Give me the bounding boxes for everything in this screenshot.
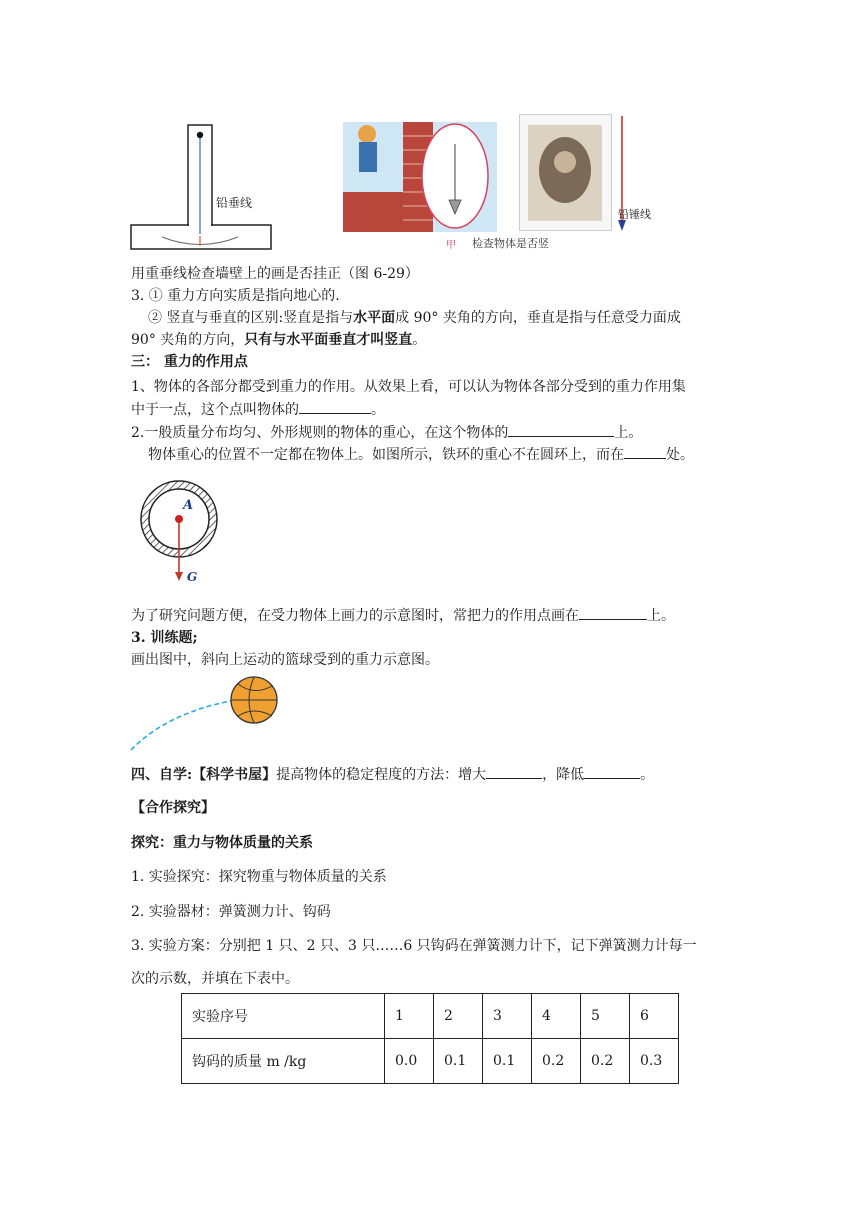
blank-increase[interactable] — [486, 764, 542, 779]
portrait-plumb-figure — [519, 114, 631, 232]
blank-point-of-action[interactable] — [579, 605, 647, 620]
table-cell[interactable]: 0.2 — [581, 1039, 630, 1084]
table-cell: 5 — [581, 994, 630, 1039]
table-cell[interactable]: 0.2 — [532, 1039, 581, 1084]
explore-title: 探究：重力与物体质量的关系 — [131, 835, 313, 851]
table-cell[interactable]: 0.1 — [434, 1039, 483, 1084]
item-3-2: ② 竖直与垂直的区别:竖直是指与水平面成 90° 夹角的方向，垂直是指与任意受力面成 — [148, 310, 681, 326]
blank-decrease[interactable] — [584, 764, 640, 779]
table-row — [182, 994, 679, 1039]
table-cell: 1 — [385, 994, 434, 1039]
wall-caption: 检查物体是否竖 — [472, 237, 549, 250]
blank-center-of-gravity[interactable] — [299, 399, 371, 414]
table-row — [182, 1039, 679, 1084]
section-3-title: 三： 重力的作用点 — [131, 354, 248, 370]
item-3-2-cont: 90° 夹角的方向，只有与水平面垂直才叫竖直。 — [131, 332, 427, 348]
coop-title: 【合作探究】 — [131, 800, 215, 816]
table-cell: 钩码的质量 m /kg — [182, 1039, 385, 1084]
training-text: 画出图中，斜向上运动的篮球受到的重力示意图。 — [131, 652, 439, 668]
paragraph-4: 为了研究问题方便，在受力物体上画力的示意图时，常把力的作用点画在 上。 — [131, 605, 675, 626]
experiment-3b: 次的示数，并填在下表中。 — [131, 971, 299, 987]
experiment-2: 2. 实验器材：弹簧测力计、钩码 — [131, 904, 331, 920]
ring-label-g: G — [187, 570, 198, 584]
table-cell: 实验序号 — [182, 994, 385, 1039]
wall-caption-jia: 甲 — [446, 240, 456, 251]
plumb-label-2: 铅锤线 — [618, 208, 651, 221]
ring-label-a: A — [183, 498, 194, 513]
table-cell[interactable]: 0.1 — [483, 1039, 532, 1084]
blank-ring-center[interactable] — [624, 444, 666, 459]
paragraph-3: 物体重心的位置不一定都在物体上。如图所示，铁环的重心不在圆环上，而在 处。 — [148, 444, 694, 465]
table-cell: 2 — [434, 994, 483, 1039]
experiment-3a: 3. 实验方案：分别把 1 只、2 只、3 只……6 只钩码在弹簧测力计下，记下弹簧测力计每一 — [131, 938, 697, 954]
paragraph-1a: 1、物体的各部分都受到重力的作用。从效果上看，可以认为物体各部分受到的重力作用集 — [131, 379, 686, 395]
paragraph-2: 2.一般质量分布均匀、外形规则的物体的重心，在这个物体的 上。 — [131, 422, 642, 443]
plumb-line-diagram — [130, 124, 272, 252]
blank-geometric-center[interactable] — [508, 422, 614, 437]
section-4: 四、自学:【科学书屋】提高物体的稳定程度的方法：增大 ，降低 。 — [131, 764, 654, 785]
paragraph-1b: 中于一点，这个点叫物体的 。 — [131, 399, 385, 420]
table-cell[interactable]: 0.3 — [630, 1039, 679, 1084]
experiment-1: 1. 实验探究：探究物重与物体质量的关系 — [131, 869, 387, 885]
item-3-1: 3. ① 重力方向实质是指向地心的. — [131, 288, 340, 304]
data-table — [181, 993, 679, 1084]
training-title: 3. 训练题; — [131, 630, 198, 646]
table-cell[interactable]: 0.0 — [385, 1039, 434, 1084]
caption-line: 用重垂线检查墙壁上的画是否挂正（图 6-29） — [131, 266, 419, 282]
bricklayer-illustration — [343, 122, 497, 232]
table-cell: 4 — [532, 994, 581, 1039]
basketball-diagram[interactable] — [128, 672, 284, 754]
plumb-label: 铅垂线 — [216, 196, 253, 210]
iron-ring-diagram — [138, 478, 230, 586]
table-cell: 6 — [630, 994, 679, 1039]
table-cell: 3 — [483, 994, 532, 1039]
